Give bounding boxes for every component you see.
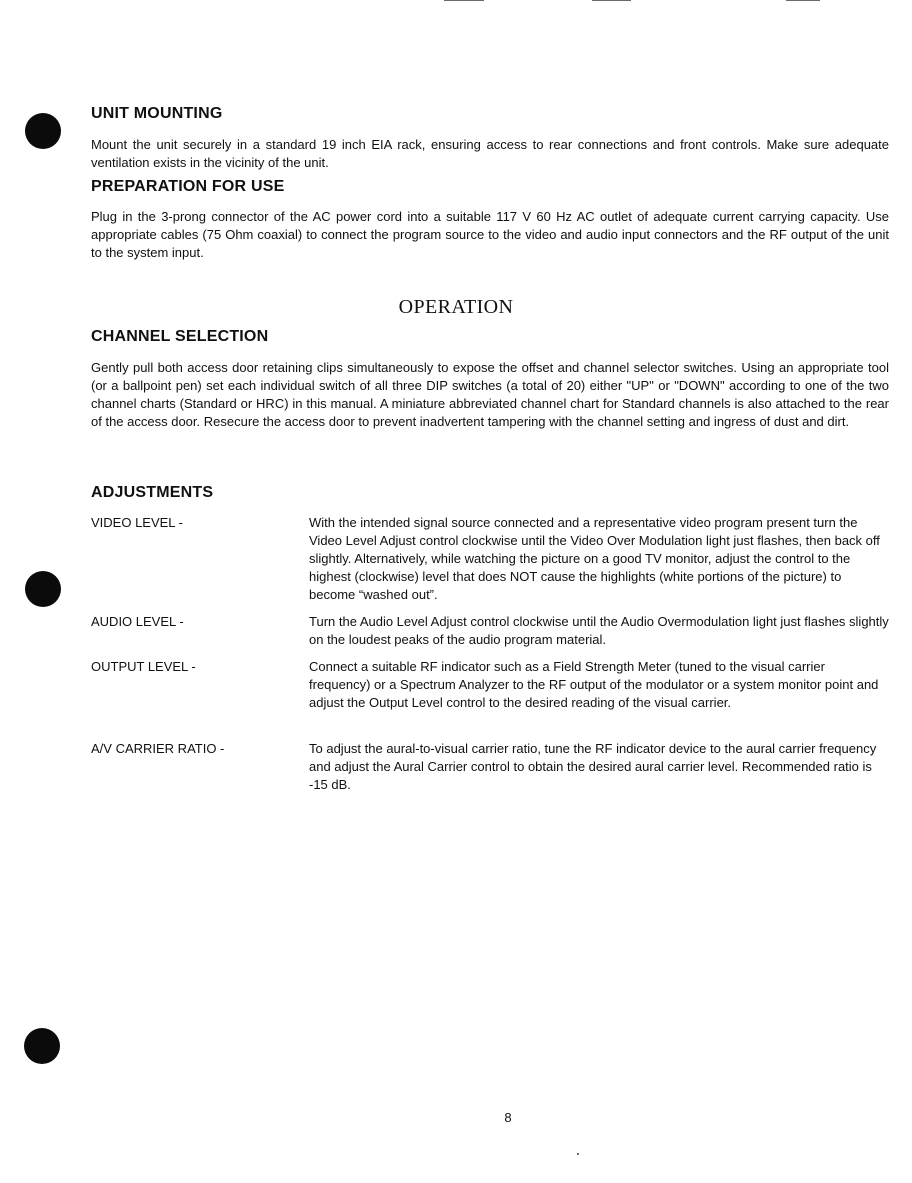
channel-selection-text: Gently pull both access door retaining clips simultaneously to expose the offset and channel selector switches. Using an appropriate tool (or a ballpoint pen) set each individual switch of all three DIP switches (a total of 20) either "UP" or "DOWN" according to one of the two channel charts (Standard or HRC) in this manual. A miniature abbreviated channel chart for Standard channels is also attached to the rear of the access door. Resecure the access door to prevent inadvertent tampering with the channel setting and ingress of dust and dirt. bbox=[91, 360, 889, 429]
scan-artifact-line bbox=[786, 0, 820, 1]
unit-mounting-heading: UNIT MOUNTING bbox=[91, 105, 223, 122]
scan-speck bbox=[577, 1153, 579, 1155]
preparation-heading: PREPARATION FOR USE bbox=[91, 178, 285, 195]
audio-level-text: Turn the Audio Level Adjust control clockwise until the Audio Overmodulation light just flashes slightly on the loudest peaks of the audio program material. bbox=[309, 614, 889, 647]
page-number: 8 bbox=[504, 1110, 512, 1125]
operation-title: OPERATION bbox=[398, 296, 514, 318]
preparation-text: Plug in the 3-prong connector of the AC power cord into a suitable 117 V 60 Hz AC outlet of adequate current carrying capacity. Use appropriate cables (75 Ohm coaxial) to connect the program source to the video and audio input connectors and the RF output of the unit to the system input. bbox=[91, 209, 889, 260]
binder-hole-bottom bbox=[24, 1028, 60, 1064]
audio-level-label: AUDIO LEVEL - bbox=[91, 614, 184, 629]
scan-artifact-line bbox=[592, 0, 631, 1]
av-carrier-ratio-label: A/V CARRIER RATIO - bbox=[91, 741, 225, 756]
av-carrier-ratio-text: To adjust the aural-to-visual carrier ratio, tune the RF indicator device to the aural carrier frequency and adjust the Aural Carrier control to obtain the desired aural carrier level. Recommended ratio is -15 dB. bbox=[309, 741, 877, 792]
adjustments-heading: ADJUSTMENTS bbox=[91, 484, 214, 501]
unit-mounting-text: Mount the unit securely in a standard 19 inch EIA rack, ensuring access to rear connections and front controls. Make sure adequate ventilation exists in the vicinity of the unit. bbox=[91, 137, 889, 170]
channel-selection-heading: CHANNEL SELECTION bbox=[91, 328, 269, 345]
video-level-label: VIDEO LEVEL - bbox=[91, 515, 183, 530]
binder-hole-top bbox=[25, 113, 61, 149]
binder-hole-middle bbox=[25, 571, 61, 607]
scan-artifact-line bbox=[444, 0, 484, 1]
output-level-text: Connect a suitable RF indicator such as a Field Strength Meter (tuned to the visual carrier frequency) or a Spectrum Analyzer to the RF output of the modulator or a system monitor point and adjust the Output Level control to the desired reading of the visual carrier. bbox=[309, 659, 879, 710]
output-level-label: OUTPUT LEVEL - bbox=[91, 659, 196, 674]
video-level-text: With the intended signal source connected and a representative video program present turn the Video Level Adjust control clockwise until the Video Over Modulation light just flashes, then back off slightly. Alternatively, while watching the picture on a good TV monitor, adjust the control to the highest (clockwise) level that does NOT cause the highlights (white portions of the picture) to become “washed out”. bbox=[309, 515, 880, 602]
